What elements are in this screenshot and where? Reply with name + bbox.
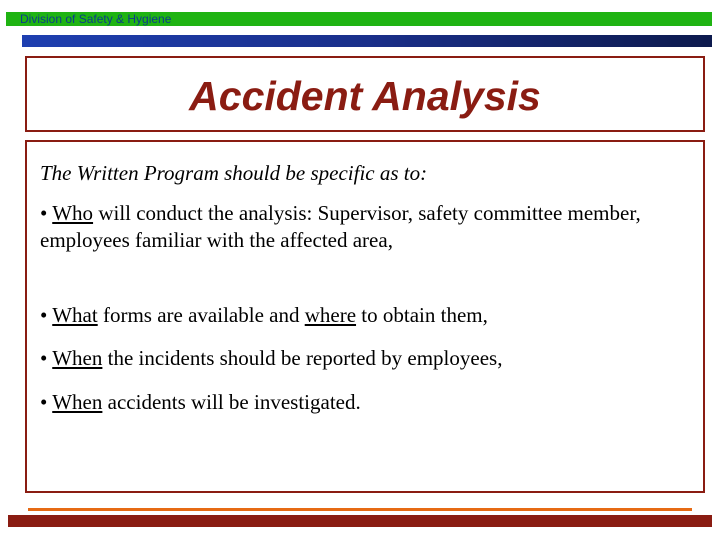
bullet-item-when-reported <box>40 345 680 372</box>
bullet-item-what <box>40 302 680 329</box>
bullet-text: accidents will be investigated. <box>102 390 361 414</box>
org-label: Division of Safety & Hygiene <box>20 12 172 26</box>
bullet-text: forms are available and <box>97 303 305 327</box>
content-panel <box>25 140 705 493</box>
bullet-keyword-where: where <box>304 303 357 327</box>
bullet-item-who <box>40 200 680 254</box>
bullet-keyword: When <box>52 390 103 414</box>
intro-text: The Written Program should be specific as to: <box>40 161 428 185</box>
bullet-marker: • <box>40 346 53 370</box>
bullet-item-when-investigated <box>40 389 680 416</box>
header-accent-bar <box>22 35 712 47</box>
bullet-marker: • <box>40 303 53 327</box>
footer-bar <box>8 515 712 527</box>
bullet-text: the incidents should be reported by employees, <box>102 346 503 370</box>
slide-title: Accident Analysis <box>189 73 541 119</box>
header-bar <box>6 12 712 26</box>
bullet-marker: • <box>40 201 53 225</box>
bullet-text-tail: to obtain them, <box>356 303 488 327</box>
footer-accent-line <box>28 508 692 511</box>
bullet-keyword: Who <box>52 201 94 225</box>
title-panel <box>25 56 705 132</box>
bullet-marker: • <box>40 390 53 414</box>
bullet-text: will conduct the analysis: Supervisor, safety committee member, employees familiar with the affected area, <box>40 201 641 252</box>
bullet-keyword: What <box>52 303 98 327</box>
bullet-keyword: When <box>52 346 103 370</box>
